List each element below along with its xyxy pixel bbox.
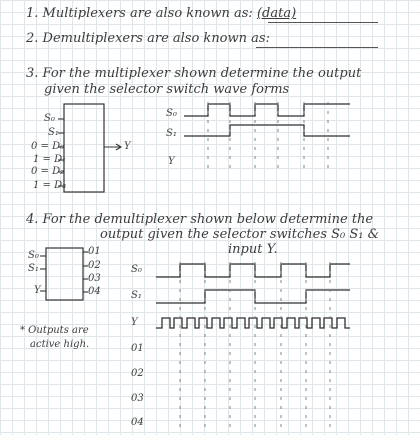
q3-wave-s0 xyxy=(184,104,350,116)
question-3-line-2: given the selector switch wave forms xyxy=(44,82,290,97)
multiplexer-box xyxy=(64,104,104,192)
demux-input-s0: S₀ xyxy=(28,250,39,261)
q3-wave-label-s0: S₀ xyxy=(166,108,177,119)
q4-wave-label-03: 03 xyxy=(131,393,144,404)
q4-wave-y xyxy=(156,318,350,328)
q4-wave-label-y: Y xyxy=(131,317,138,328)
q3-wave-label-s1: S₁ xyxy=(166,128,177,139)
mux-input-d0: 0 = D₀ xyxy=(31,141,65,152)
q4-wave-label-02: 02 xyxy=(131,368,144,379)
demultiplexer-block xyxy=(40,248,88,300)
q3-wave-s1 xyxy=(184,125,350,136)
mux-output-y: Y xyxy=(124,141,131,152)
demux-output-01: 01 xyxy=(88,246,101,257)
demux-input-s1: S₁ xyxy=(28,263,39,274)
q3-waveforms xyxy=(184,102,350,172)
question-1-text: 1. Multiplexers are also known as: (data) xyxy=(26,6,297,21)
q4-wave-label-01: 01 xyxy=(131,343,144,354)
mux-input-d3: 1 = D₃ xyxy=(33,180,67,191)
mux-input-d2: 0 = D₂ xyxy=(31,166,65,177)
question-3-line-1: 3. For the multiplexer shown determine the output xyxy=(26,66,362,81)
outputs-note-line-2: active high. xyxy=(30,339,90,350)
demux-output-04: 04 xyxy=(88,286,101,297)
demux-output-02: 02 xyxy=(88,260,101,271)
question-1-answer: (data) xyxy=(256,6,297,21)
mux-input-s0: S₀ xyxy=(44,113,55,124)
q4-wave-s1 xyxy=(156,290,350,303)
q4-wave-label-s0: S₀ xyxy=(131,264,142,275)
outputs-note-line-1: * Outputs are xyxy=(20,325,89,336)
q4-wave-label-04: 04 xyxy=(131,417,144,428)
question-4-line-3: input Y. xyxy=(228,242,278,257)
question-4-line-2: output given the selector switches S₀ S₁ & xyxy=(100,227,380,242)
demux-input-y: Y xyxy=(34,285,41,296)
q4-wave-label-s1: S₁ xyxy=(131,290,142,301)
mux-input-s1: S₁ xyxy=(48,127,59,138)
question-2-text: 2. Demultiplexers are also known as: xyxy=(26,31,270,46)
demux-output-03: 03 xyxy=(88,273,101,284)
q4-waveforms xyxy=(156,262,350,428)
mux-input-d1: 1 = D₁ xyxy=(33,154,67,165)
multiplexer-block xyxy=(58,104,121,192)
question-4-line-1: 4. For the demultiplexer shown below determine the xyxy=(26,212,374,227)
q3-wave-label-y: Y xyxy=(168,156,175,167)
q4-wave-s0 xyxy=(156,264,350,277)
demultiplexer-box xyxy=(46,248,83,300)
